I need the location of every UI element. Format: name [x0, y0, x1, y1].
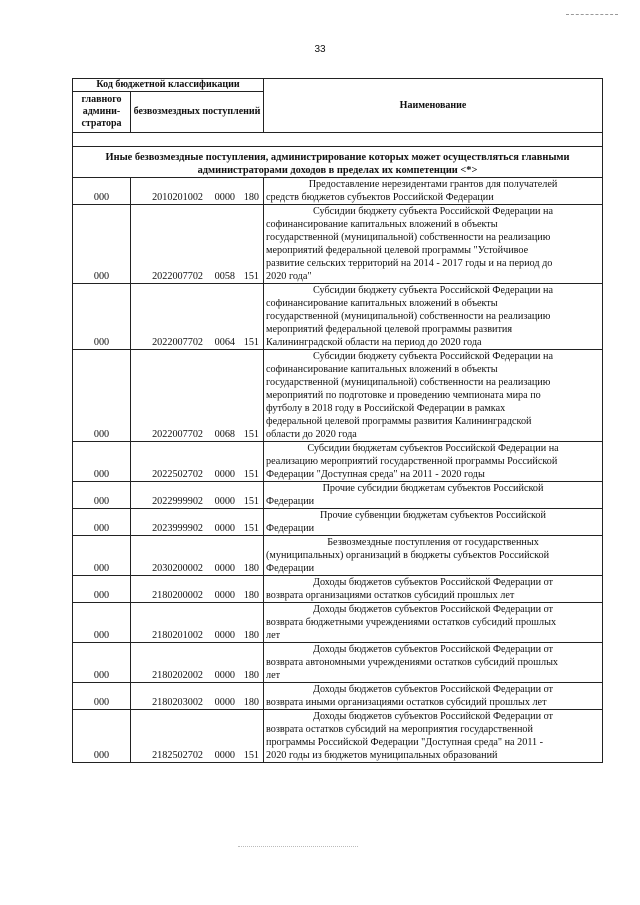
code-main-part: 2023999902: [152, 523, 203, 534]
code-economic-part: 180: [243, 192, 259, 203]
name-line: Субсидии бюджету субъекта Российской Федерации на: [312, 285, 554, 296]
admin-code-cell: 000: [73, 603, 131, 643]
code-program-part: 0000: [214, 630, 235, 641]
revenue-code-cell: [131, 603, 264, 643]
name-line: лет: [266, 630, 281, 641]
admin-code-cell: 000: [73, 350, 131, 442]
code-economic-part: 180: [243, 630, 259, 641]
admin-code-cell: 000: [73, 683, 131, 710]
revenue-name-cell: [264, 178, 603, 205]
code-economic-part: 151: [243, 750, 259, 761]
code-economic-part: 151: [243, 523, 259, 534]
name-line: мероприятий по подготовке и проведению чемпионата мира по: [266, 390, 541, 401]
corner-scan-mark: [566, 14, 618, 15]
revenue-code-cell: [131, 205, 264, 284]
revenue-code-cell: [131, 509, 264, 536]
revenue-code-cell: [131, 643, 264, 683]
name-line: Субсидии бюджету субъекта Российской Федерации на: [312, 351, 554, 362]
admin-code-cell: 000: [73, 509, 131, 536]
name-line: возврата бюджетными учреждениями остатков субсидий прошлых: [266, 617, 557, 628]
name-line: Безвозмездные поступления от государственных: [327, 537, 539, 548]
name-line: возврата автономными учреждениями остатков субсидий прошлых: [266, 657, 559, 668]
classification-table: [72, 78, 603, 763]
code-economic-part: 180: [243, 590, 259, 601]
name-line: государственной (муниципальной) собственности на реализацию: [266, 377, 551, 388]
table-body: [73, 133, 603, 763]
name-line: мероприятий федеральной целевой программы "Устойчивое: [266, 245, 529, 256]
name-line: Субсидии бюджету субъекта Российской Федерации на: [312, 206, 554, 217]
name-line: 2020 года": [266, 271, 312, 282]
admin-code-cell: 000: [73, 482, 131, 509]
admin-code-cell: 000: [73, 536, 131, 576]
name-line: мероприятий федеральной целевой программы развития: [266, 324, 513, 335]
code-main-part: 2022007702: [152, 337, 203, 348]
revenue-name-cell: [264, 284, 603, 350]
spacer-cell: [73, 133, 603, 147]
name-line: Доходы бюджетов субъектов Российской Федерации от: [313, 684, 554, 695]
name-line: Федерации: [266, 523, 315, 534]
table-row: [73, 284, 603, 350]
code-program-part: 0000: [214, 590, 235, 601]
code-economic-part: 151: [243, 337, 259, 348]
code-main-part: 2030200002: [152, 563, 203, 574]
revenue-name-cell: [264, 603, 603, 643]
name-line: средств бюджетов субъектов Российской Федерации: [266, 192, 494, 203]
section-title: Иные безвозмездные поступления, администрирование которых может осуществляться главными администраторами доходов в пределах их компетенции <*>: [73, 147, 603, 178]
code-main-part: 2180200002: [152, 590, 203, 601]
name-line: Доходы бюджетов субъектов Российской Федерации от: [313, 604, 554, 615]
code-economic-part: 180: [243, 697, 259, 708]
name-line: Прочие субсидии бюджетам субъектов Российской: [322, 483, 544, 494]
header-name: Наименование: [264, 79, 603, 133]
name-line: государственной (муниципальной) собственности на реализацию: [266, 232, 551, 243]
name-line: Федерации: [266, 496, 315, 507]
code-program-part: 0058: [214, 271, 235, 282]
revenue-name-cell: [264, 350, 603, 442]
name-line: Доходы бюджетов субъектов Российской Федерации от: [313, 644, 554, 655]
code-program-part: 0000: [214, 563, 235, 574]
name-line: возврата иными организациями остатков субсидий прошлых лет: [266, 697, 547, 708]
admin-code-cell: 000: [73, 442, 131, 482]
code-main-part: 2010201002: [152, 192, 203, 203]
code-main-part: 2022999902: [152, 496, 203, 507]
table-row: [73, 482, 603, 509]
table-row: [73, 205, 603, 284]
table-row: [73, 683, 603, 710]
spacer-row: [73, 133, 603, 147]
table-header: [73, 79, 603, 133]
name-line: Предоставление нерезидентами грантов для получателей: [308, 179, 558, 190]
section-row: [73, 147, 603, 178]
code-program-part: 0000: [214, 697, 235, 708]
name-line: Доходы бюджетов субъектов Российской Федерации от: [313, 577, 554, 588]
table-row: [73, 576, 603, 603]
name-line: софинансирование капитальных вложений в объекты: [266, 298, 498, 309]
name-line: (муниципальных) организаций в бюджеты субъектов Российской: [266, 550, 550, 561]
table-row: [73, 442, 603, 482]
name-line: государственной (муниципальной) собственности на реализацию: [266, 311, 551, 322]
code-program-part: 0000: [214, 469, 235, 480]
name-line: Прочие субвенции бюджетам субъектов Российской: [320, 510, 546, 521]
name-line: лет: [266, 670, 281, 681]
revenue-name-cell: [264, 482, 603, 509]
table-row: [73, 603, 603, 643]
name-line: Субсидии бюджетам субъектов Российской Федерации на: [307, 443, 559, 454]
name-line: возврата организациями остатков субсидий прошлых лет: [266, 590, 515, 601]
admin-code-cell: 000: [73, 284, 131, 350]
admin-code-cell: 000: [73, 205, 131, 284]
table-row: [73, 536, 603, 576]
code-program-part: 0000: [214, 192, 235, 203]
name-line: Федерации: [266, 563, 315, 574]
code-main-part: 2022007702: [152, 271, 203, 282]
code-economic-part: 151: [243, 469, 259, 480]
code-main-part: 2022502702: [152, 469, 203, 480]
code-program-part: 0068: [214, 429, 235, 440]
page-number: 33: [314, 44, 326, 55]
code-main-part: 2180203002: [152, 697, 203, 708]
code-program-part: 0064: [214, 337, 235, 348]
code-main-part: 2182502702: [152, 750, 203, 761]
revenue-code-cell: [131, 536, 264, 576]
code-program-part: 0000: [214, 670, 235, 681]
name-line: футболу в 2018 году в Российской Федерации в рамках: [266, 403, 506, 414]
footer-rule: [238, 846, 358, 847]
code-main-part: 2180202002: [152, 670, 203, 681]
name-line: области до 2020 года: [266, 429, 357, 440]
name-line: развитие сельских территорий на 2014 - 2017 годы и на период до: [266, 258, 553, 269]
revenue-code-cell: [131, 576, 264, 603]
header-code: безвозмездных поступлений: [131, 92, 264, 133]
table-row: [73, 350, 603, 442]
name-line: Федерации "Доступная среда" на 2011 - 2020 годы: [266, 469, 485, 480]
name-line: софинансирование капитальных вложений в объекты: [266, 364, 498, 375]
revenue-name-cell: [264, 710, 603, 763]
name-line: Калининградской области на период до 2020 года: [266, 337, 482, 348]
header-admin: главного админи-стратора: [73, 92, 131, 133]
revenue-name-cell: [264, 442, 603, 482]
admin-code-cell: 000: [73, 178, 131, 205]
name-line: федеральной целевой программы развития Калининградской: [266, 416, 532, 427]
revenue-name-cell: [264, 536, 603, 576]
name-line: возврата остатков субсидий на мероприятия государственной: [266, 724, 533, 735]
admin-code-cell: 000: [73, 576, 131, 603]
name-line: софинансирование капитальных вложений в объекты: [266, 219, 498, 230]
revenue-code-cell: [131, 284, 264, 350]
admin-code-cell: 000: [73, 710, 131, 763]
revenue-code-cell: [131, 710, 264, 763]
revenue-name-cell: [264, 509, 603, 536]
code-main-part: 2180201002: [152, 630, 203, 641]
name-line: программы Российской Федерации "Доступная среда" на 2011 -: [266, 737, 544, 748]
table-row: [73, 710, 603, 763]
code-program-part: 0000: [214, 750, 235, 761]
table-row: [73, 643, 603, 683]
header-group-label: Код бюджетной классификации: [73, 79, 264, 92]
revenue-name-cell: [264, 205, 603, 284]
revenue-code-cell: [131, 350, 264, 442]
code-economic-part: 151: [243, 271, 259, 282]
code-economic-part: 180: [243, 563, 259, 574]
revenue-code-cell: [131, 683, 264, 710]
code-main-part: 2022007702: [152, 429, 203, 440]
code-economic-part: 151: [243, 429, 259, 440]
code-program-part: 0000: [214, 523, 235, 534]
table-row: [73, 178, 603, 205]
revenue-name-cell: [264, 683, 603, 710]
revenue-code-cell: [131, 178, 264, 205]
admin-code-cell: 000: [73, 643, 131, 683]
table-row: [73, 509, 603, 536]
code-program-part: 0000: [214, 496, 235, 507]
name-line: Доходы бюджетов субъектов Российской Федерации от: [313, 711, 554, 722]
revenue-name-cell: [264, 643, 603, 683]
revenue-code-cell: [131, 482, 264, 509]
revenue-name-cell: [264, 576, 603, 603]
revenue-code-cell: [131, 442, 264, 482]
name-line: 2020 годы из бюджетов муниципальных образований: [266, 750, 498, 761]
code-economic-part: 180: [243, 670, 259, 681]
name-line: реализацию мероприятий государственной программы Российской: [266, 456, 558, 467]
code-economic-part: 151: [243, 496, 259, 507]
